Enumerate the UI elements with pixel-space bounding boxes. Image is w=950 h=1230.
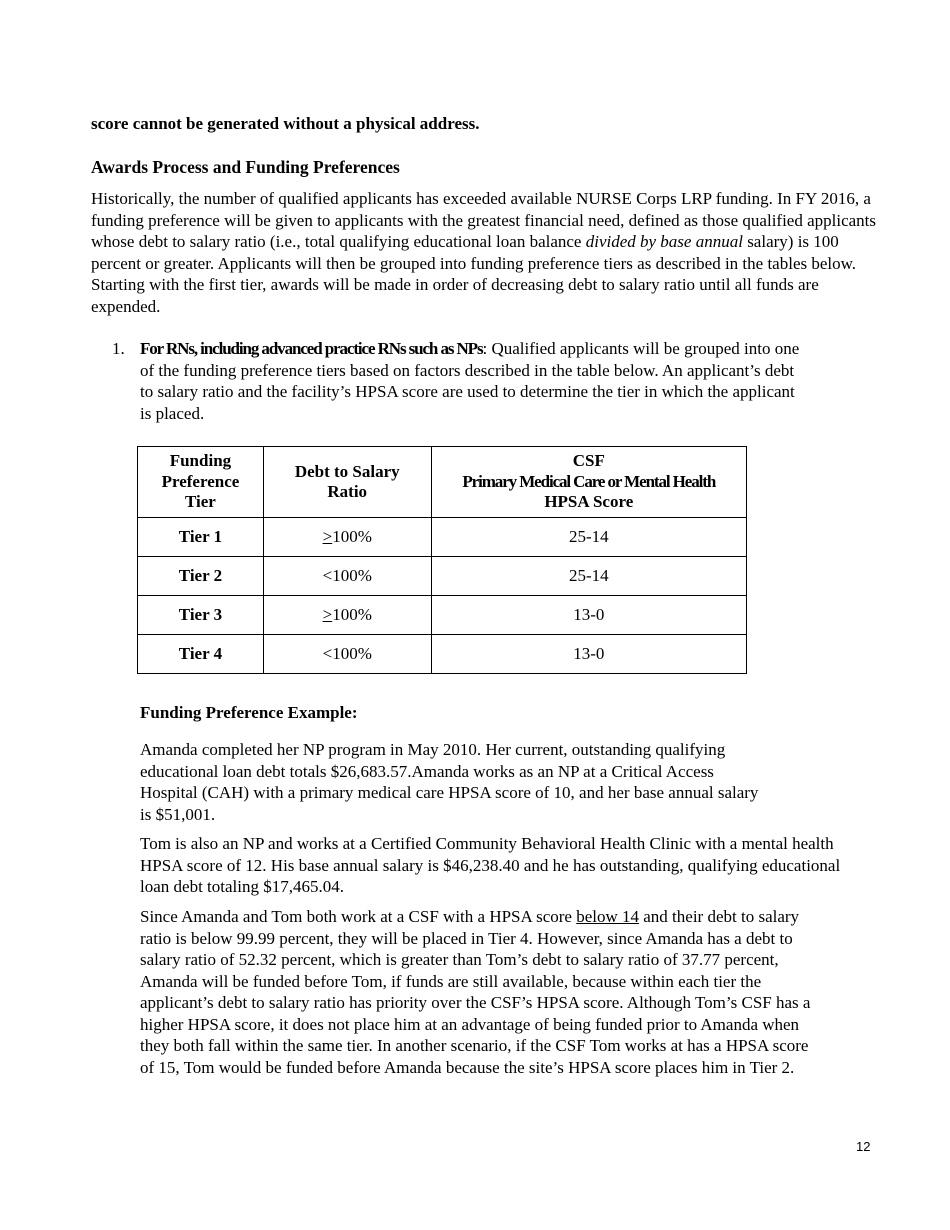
table-header-row — [138, 447, 747, 518]
score-cell: 25-14 — [431, 518, 746, 557]
ratio-cell: >100% — [263, 596, 431, 635]
list-number: 1. — [112, 339, 125, 358]
ratio-cell: <100% — [263, 635, 431, 674]
intro-paragraph — [91, 188, 881, 317]
ratio-cell: >100% — [263, 518, 431, 557]
underlined-threshold: below 14 — [576, 907, 640, 926]
header-csf: CSF Primary Medical Care or Mental Health HPSA Score — [431, 447, 746, 518]
score-cell: 25-14 — [431, 557, 746, 596]
example-paragraph-tom: Tom is also an NP and works at a Certified Community Behavioral Health Clinic with a mental health HPSA score of 12. His base annual salary is $46,238.40 and he has outstanding, qualifying educational loan debt totaling $17,465.04. — [140, 834, 841, 896]
intro-text-2: salary) is 100 percent or greater. Applicants will then be grouped into funding preference tiers as described in the tables below. Starting with the first tier, awards will be made in order of decreasing debt to salary ratio until all funds are expended. — [91, 232, 857, 316]
list-item-body: : Qualified applicants will be grouped into one of the funding preference tiers based on factors described in the table below. An applicant’s debt to salary ratio and the facility’s HPSA score are used to determine the tier in which the applicant is placed. — [140, 339, 800, 423]
table-row — [138, 635, 747, 674]
example-heading: Funding Preference Example: — [140, 703, 358, 722]
tier-cell: Tier 3 — [138, 596, 264, 635]
table-row — [138, 596, 747, 635]
funding-tier-table — [137, 446, 747, 674]
score-cell: 13-0 — [431, 635, 746, 674]
tier-cell: Tier 2 — [138, 557, 264, 596]
example-paragraph-amanda: Amanda completed her NP program in May 2010. Her current, outstanding qualifying educational loan debt totals $26,683.57.Amanda works as an NP at a Critical Access Hospital (CAH) with a primary medical care HPSA score of 10, and her base annual salary is $51,001. — [140, 740, 759, 824]
list-item-bold-lead: For RNs, including advanced practice RNs such as NPs — [140, 339, 483, 358]
tier-cell: Tier 4 — [138, 635, 264, 674]
score-cell: 13-0 — [431, 596, 746, 635]
list-item-text — [140, 338, 800, 424]
section-heading: Awards Process and Funding Preferences — [91, 157, 400, 177]
example-paragraph-comparison: Since Amanda and Tom both work at a CSF with a HPSA score below 14 and their debt to salary ratio is below 99.99 percent, they will be placed in Tier 4. However, since Amanda has a debt to salary ratio of 52.32 percent, which is greater than Tom’s debt to salary ratio of 37.77 percent, Amanda will be funded before Tom, if funds are still available, because within each tier the applicant’s debt to salary ratio has priority over the CSF’s HPSA score. Although Tom’s CSF has a higher HPSA score, it does not place him at an advantage of being funded prior to Amanda when they both fall within the same tier. In another scenario, if the CSF Tom works at has a HPSA score of 15, Tom would be funded before Amanda because the site’s HPSA score places him in Tier 2. — [140, 907, 811, 1077]
header-tier: Funding Preference Tier — [138, 447, 264, 518]
table-row — [138, 557, 747, 596]
header-ratio: Debt to Salary Ratio — [263, 447, 431, 518]
lead-text: score cannot be generated without a physical address. — [91, 114, 480, 133]
tier-cell: Tier 1 — [138, 518, 264, 557]
ratio-cell: <100% — [263, 557, 431, 596]
table-row — [138, 518, 747, 557]
intro-text-1: Historically, the number of qualified applicants has exceeded available NURSE Corps LRP funding. In FY 2016, a funding preference will be given to applicants with the greatest financial need, defined as those qualified applicants whose debt to salary ratio (i.e., total qualifying educational loan balance — [91, 189, 877, 251]
intro-italic-text: divided by base annual — [585, 232, 743, 251]
page-number: 12 — [856, 1139, 871, 1154]
